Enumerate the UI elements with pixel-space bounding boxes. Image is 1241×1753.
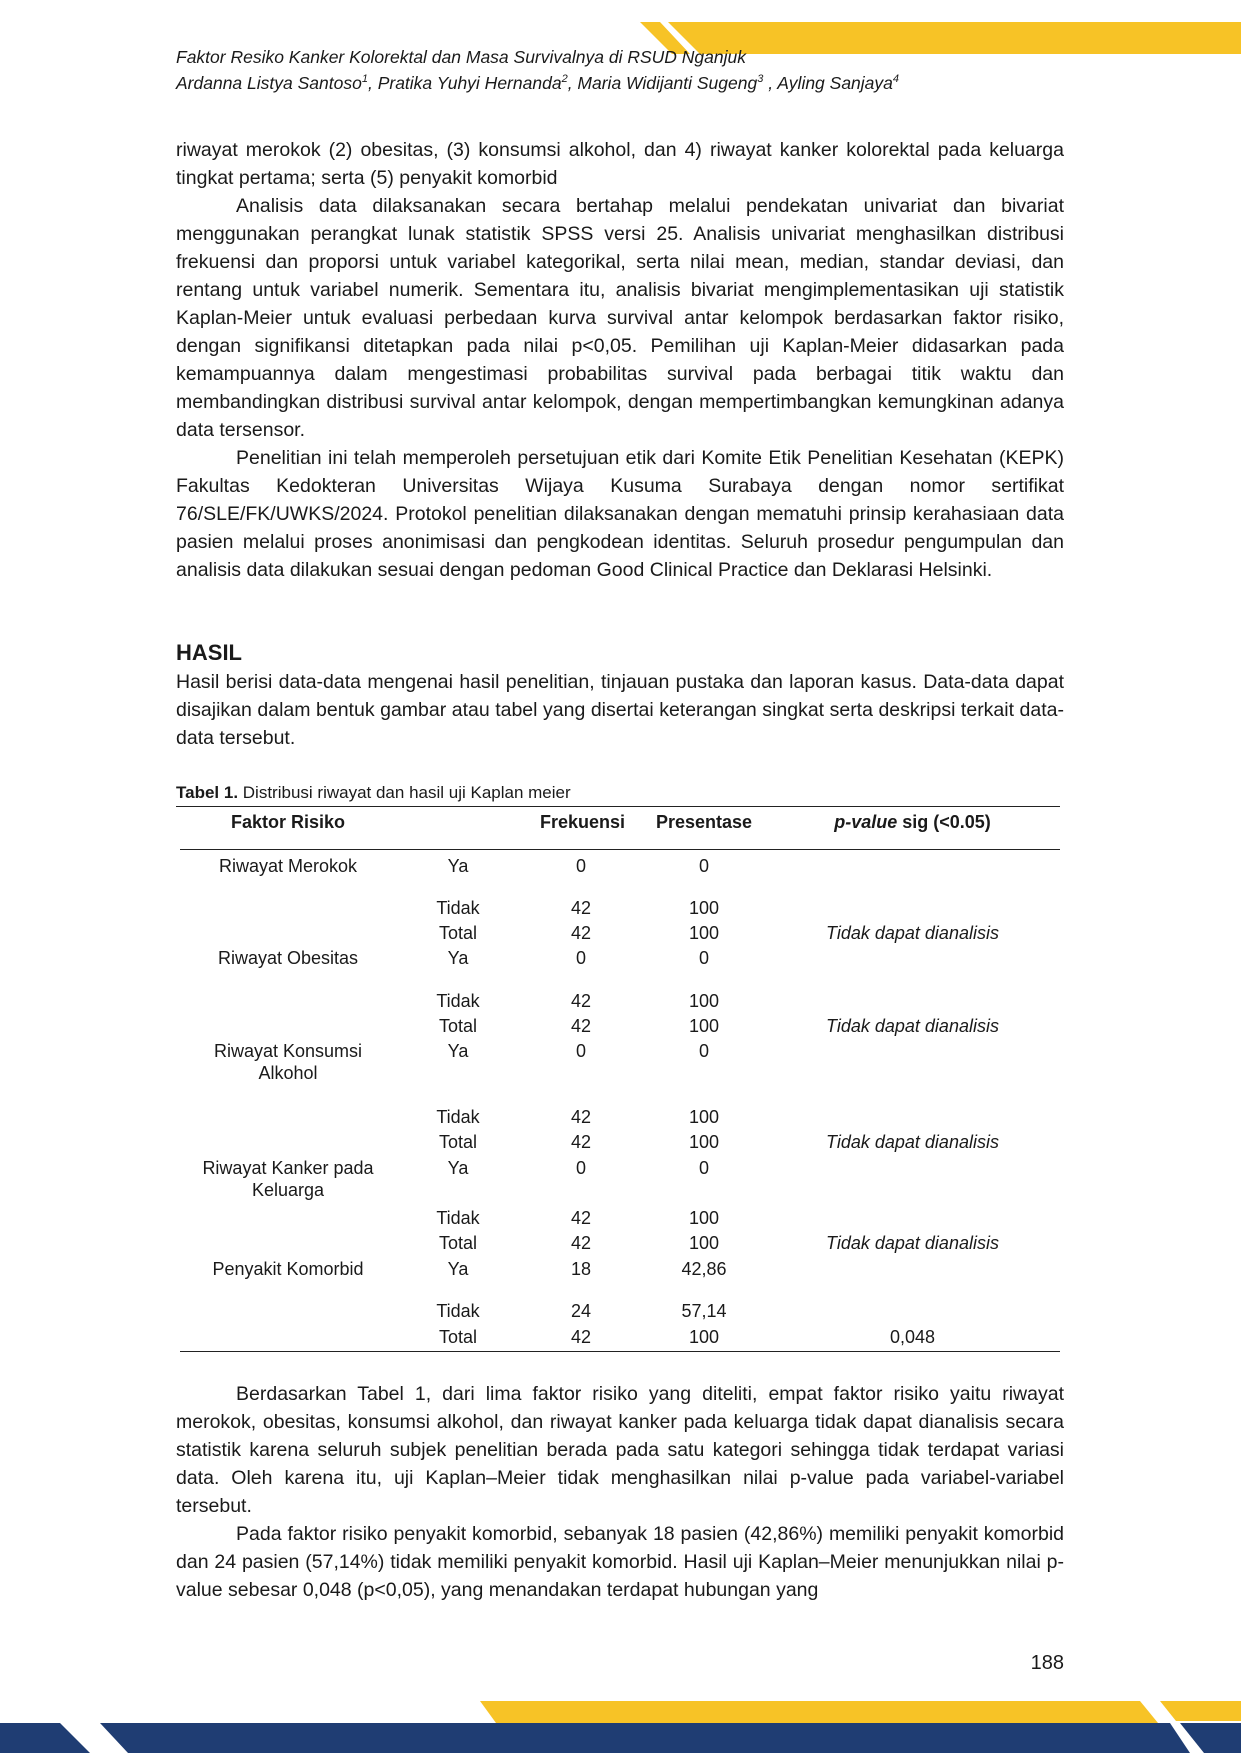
table-cell-category: Total (438, 1016, 478, 1036)
table-cell-percentage: 42,86 (681, 1259, 727, 1279)
author-affiliation: 3 (757, 73, 764, 86)
table-caption (176, 783, 571, 803)
table-cell-factor: Riwayat Kanker pada Keluarga (202, 1158, 374, 1200)
table-cell-percentage: 57,14 (681, 1301, 727, 1321)
table-cell-percentage: 100 (688, 1107, 720, 1127)
journal-title: Faktor Resiko Kanker Kolorektal dan Masa Survivalnya di RSUD Nganjuk (176, 47, 746, 67)
table-cell-category: Ya (447, 856, 469, 876)
table-cell-frequency: 0 (575, 948, 586, 968)
author-affiliation: 1 (361, 73, 368, 86)
pvalue-threshold: sig (<0.05) (902, 812, 991, 832)
table-cell-category: Total (438, 1327, 478, 1347)
table-cell-frequency: 42 (570, 898, 592, 918)
table-cell-category: Tidak (436, 1208, 480, 1228)
section-heading: HASIL (176, 640, 242, 665)
table-cell-frequency: 42 (570, 1107, 592, 1127)
table-cell-pvalue: Tidak dapat dianalisis (826, 1016, 999, 1036)
table-cell-pvalue: 0,048 (889, 1327, 936, 1347)
table-header-pvalue (790, 811, 1035, 833)
table-cell-percentage: 100 (688, 898, 720, 918)
table-header-rule (180, 849, 1060, 850)
table-cell-percentage: 0 (698, 948, 709, 968)
table-cell-percentage: 100 (688, 1132, 720, 1152)
footer-navy-band-main (100, 1723, 1190, 1753)
body-text-results-intro (176, 668, 1064, 752)
body-text-bottom (176, 1380, 1064, 1604)
table-header-factor: Faktor Risiko (230, 812, 346, 832)
footer-navy-band-left (0, 1723, 90, 1753)
table-header-percentage: Presentase (655, 812, 753, 832)
table-cell-frequency: 42 (570, 1016, 592, 1036)
table-cell-pvalue: Tidak dapat dianalisis (826, 1233, 999, 1253)
table-cell-factor: Penyakit Komorbid (212, 1259, 364, 1279)
author-name: Ardanna Listya Santoso (176, 73, 362, 93)
table-bottom-rule (180, 1351, 1060, 1352)
author-name: Maria Widijanti Sugeng (577, 73, 758, 93)
table-cell-percentage: 0 (698, 1041, 709, 1061)
table-cell-frequency: 24 (570, 1301, 592, 1321)
author-name: Pratika Yuhyi Hernanda (377, 73, 562, 93)
table-cell-frequency: 0 (575, 1041, 586, 1061)
table-title: Distribusi riwayat dan hasil uji Kaplan meier (242, 783, 571, 802)
paragraph: Berdasarkan Tabel 1, dari lima faktor risiko yang diteliti, empat faktor risiko yaitu riwayat merokok, obesitas, konsumsi alkohol, dan riwayat kanker pada keluarga tidak dapat dianalisis secara statistik karena seluruh subjek penelitian berada pada satu kategori sehingga tidak terdapat variasi data. Oleh karena itu, uji Kaplan–Meier tidak menghasilkan nilai p-value pada variabel-variabel tersebut. (176, 1383, 1064, 1517)
table-cell-frequency: 42 (570, 923, 592, 943)
table-cell-frequency: 0 (575, 1158, 586, 1178)
table-cell-frequency: 18 (570, 1259, 592, 1279)
table-cell-frequency: 42 (570, 1132, 592, 1152)
paragraph: Hasil berisi data-data mengenai hasil penelitian, tinjauan pustaka dan laporan kasus. Data-data dapat disajikan dalam bentuk gambar atau tabel yang disertai keterangan singkat serta deskripsi terkait data-data tersebut. (176, 671, 1064, 749)
pvalue-label: p-value (834, 812, 898, 832)
table-cell-frequency: 42 (570, 1208, 592, 1228)
table-cell-percentage: 100 (688, 1208, 720, 1228)
author-affiliation: 2 (561, 73, 568, 86)
table-cell-category: Tidak (436, 1107, 480, 1127)
table-cell-category: Ya (447, 1158, 469, 1178)
table-cell-frequency: 42 (570, 991, 592, 1011)
author-name: Ayling Sanjaya (777, 73, 893, 93)
paragraph: Penelitian ini telah memperoleh persetujuan etik dari Komite Etik Penelitian Kesehatan (KEPK) Fakultas Kedokteran Universitas Wijaya Kusuma Surabaya dengan nomor sertifikat 76/SLE/FK/UWKS/2024. Protokol penelitian dilaksanakan dengan mematuhi prinsip kerahasiaan data pasien melalui proses anonimisasi dan pengkodean identitas. Seluruh prosedur pengumpulan dan analisis data dilakukan sesuai dengan pedoman Good Clinical Practice dan Deklarasi Helsinki. (176, 447, 1064, 581)
table-cell-factor: Riwayat Obesitas (217, 948, 359, 968)
table-cell-category: Ya (447, 948, 469, 968)
table-cell-factor: Riwayat Konsumsi Alkohol (213, 1041, 363, 1083)
table-cell-percentage: 0 (698, 856, 709, 876)
table-cell-frequency: 42 (570, 1233, 592, 1253)
table-cell-category: Tidak (436, 898, 480, 918)
table-cell-frequency: 42 (570, 1327, 592, 1347)
table-cell-factor: Riwayat Merokok (218, 856, 358, 876)
table-cell-percentage: 100 (688, 1016, 720, 1036)
table-cell-percentage: 100 (688, 923, 720, 943)
table-cell-frequency: 0 (575, 856, 586, 876)
table-cell-pvalue: Tidak dapat dianalisis (826, 923, 999, 943)
author-affiliation: 4 (892, 73, 900, 86)
table-cell-category: Total (438, 1233, 478, 1253)
table-cell-category: Ya (447, 1041, 469, 1061)
footer-yellow-corner (1160, 1701, 1241, 1721)
table-cell-percentage: 100 (688, 1233, 720, 1253)
table-cell-category: Total (438, 1132, 478, 1152)
table-cell-pvalue: Tidak dapat dianalisis (826, 1132, 999, 1152)
running-head (176, 44, 899, 96)
page-number: 188 (1030, 1652, 1064, 1674)
table-cell-percentage: 0 (698, 1158, 709, 1178)
table-cell-category: Total (438, 923, 478, 943)
footer-navy-band-right (1180, 1723, 1241, 1753)
table-cell-category: Ya (447, 1259, 469, 1279)
paragraph: Analisis data dilaksanakan secara bertahap melalui pendekatan univariat dan bivariat menggunakan perangkat lunak statistik SPSS versi 25. Analisis univariat menghasilkan distribusi frekuensi dan proporsi untuk variabel kategorikal, serta nilai mean, median, standar deviasi, dan rentang untuk variabel numerik. Sementara itu, analisis bivariat mengimplementasikan uji statistik Kaplan-Meier untuk evaluasi perbedaan kurva survival antar kelompok berdasarkan faktor risiko, dengan signifikansi ditetapkan pada nilai p<0,05. Pemilihan uji Kaplan-Meier didasarkan pada kemampuannya dalam mengestimasi probabilitas survival pada berbagai titik waktu dan membandingkan distribusi survival antar kelompok, dengan mempertimbangkan kemungkinan adanya data tersensor. (176, 195, 1064, 441)
body-text-top (176, 136, 1064, 584)
table-top-rule (176, 806, 1060, 807)
table-cell-percentage: 100 (688, 991, 720, 1011)
footer-yellow-band (480, 1701, 1158, 1723)
paragraph: Pada faktor risiko penyakit komorbid, sebanyak 18 pasien (42,86%) memiliki penyakit komorbid dan 24 pasien (57,14%) tidak memiliki penyakit komorbid. Hasil uji Kaplan–Meier menunjukkan nilai p-value sebesar 0,048 (p<0,05), yang menandakan terdapat hubungan yang (176, 1523, 1064, 1601)
paragraph: riwayat merokok (2) obesitas, (3) konsumsi alkohol, dan 4) riwayat kanker kolorektal pada keluarga tingkat pertama; serta (5) penyakit komorbid (176, 139, 1064, 189)
footer-decoration (0, 1701, 1241, 1753)
table-cell-category: Tidak (436, 991, 480, 1011)
table-header-frequency: Frekuensi (540, 812, 626, 832)
table-label: Tabel 1. (176, 783, 239, 802)
table-cell-category: Tidak (436, 1301, 480, 1321)
table-cell-percentage: 100 (688, 1327, 720, 1347)
author-line: Ardanna Listya Santoso$^1$, Pratika Yuhyi Hernanda$^2$, Maria Widijanti Sugeng$^3$ , Ayling Sanjaya$^4$ (176, 73, 900, 93)
